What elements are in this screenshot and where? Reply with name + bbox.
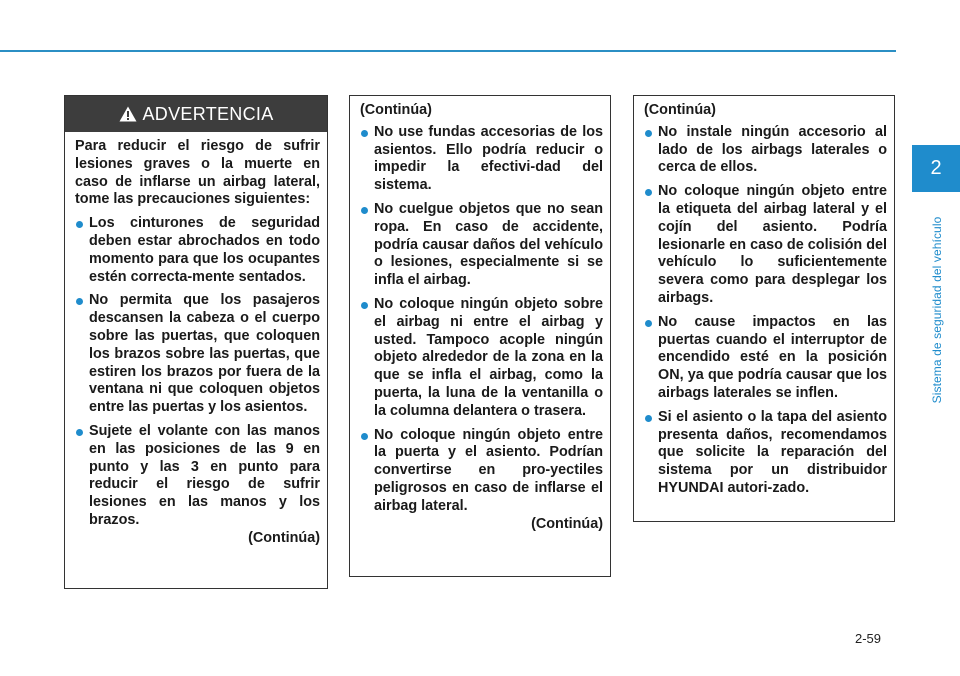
list-item [75,215,320,286]
top-rule [0,50,896,52]
warning-header [65,96,327,132]
bullet-icon [76,429,83,436]
bullet-icon [361,130,368,137]
warning-box [64,95,328,589]
continued-heading: (Continúa) [360,102,432,118]
list-item [360,427,603,516]
list-item-text: No coloque ningún objeto sobre el airbag ni entre el airbag y usted. Tampoco acople ningún objeto alrededor de la zona en la que se infla el airbag, como la puerta, la luna de la ventanilla o la columna delantera o trasera. [374,295,603,419]
list-item [75,292,320,417]
continues-label: (Continúa) [531,515,603,532]
list-item-text: Si el asiento o la tapa del asiento presenta daños, recomendamos que solicite la reparación del sistema por un distribuidor HYUNDAI autori-zado. [658,408,887,496]
list-item-text: No coloque ningún objeto entre la etiqueta del airbag lateral y el cojín del asiento. Podría lesionarle en caso de colisión del vehículo lo suficientemente severa como para desplegar los airbags. [658,183,887,306]
bullet-icon [645,415,652,422]
bullet-icon [645,189,652,196]
list-item-text: Sujete el volante con las manos en las posiciones de las 9 en punto y las 3 en punto para reducir el riesgo de sufrir lesiones en las manos y los brazos. [89,422,320,528]
list-item-text: No instale ningún accesorio al lado de los airbags laterales o cerca de ellos. [658,123,887,176]
list-item [360,124,603,195]
continued-heading: (Continúa) [644,102,716,118]
warning-title: ADVERTENCIA [142,103,274,124]
list-item-text: No cuelgue objetos que no sean ropa. En caso de accidente, podría causar daños del vehículo o lesiones, especialmente si se infla el airbag. [374,200,603,289]
chapter-tab: 2 [912,145,960,192]
list-item [644,183,887,308]
bullet-icon [76,221,83,228]
warning-triangle-icon [119,106,137,122]
list-item [644,124,887,177]
list-item-text: No coloque ningún objeto entre la puerta y el asiento. Podrían convertirse en pro-yectiles peligrosos en caso de inflarse el airbag lateral. [374,426,603,514]
list-item-text: No permita que los pasajeros descansen la cabeza o el cuerpo sobre las puertas, que coloquen los brazos sobre las puertas, que estiren los brazos por fuera de la ventana ni que coloquen objetos entre las puertas y los asientos. [89,292,320,416]
warning-list [75,215,320,530]
continues-label: (Continúa) [248,529,320,546]
bullet-icon [645,320,652,327]
bullet-icon [361,207,368,214]
page-number: 2-59 [855,631,882,646]
list-item-text: No use fundas accesorias de los asientos. Ello podría reducir o impedir la efectivi-dad del sistema. [374,123,603,194]
right-list [644,124,887,498]
list-item [644,409,887,498]
bullet-icon [645,130,652,137]
list-item-text: No cause impactos en las puertas cuando el interruptor de encendido esté en la posición ON, ya que podría causar que los airbags laterales se inflen. [658,313,887,401]
list-item [75,423,320,530]
list-item-text: Los cinturones de seguridad deben estar abrochados en todo momento para que los ocupantes estén correcta-mente sentados. [89,215,320,285]
bullet-icon [76,298,83,305]
chapter-side-title: Sistema de seguridad del vehículo [930,216,944,404]
list-item [644,314,887,403]
bullet-icon [361,302,368,309]
warning-intro: Para reducir el riesgo de sufrir lesiones graves o la muerte en caso de inflarse un airbag lateral, tome las precauciones siguientes: [75,138,320,208]
continuation-box-middle [349,95,611,577]
list-item [360,296,603,421]
bullet-icon [361,433,368,440]
list-item [360,201,603,290]
middle-list [360,124,603,516]
continuation-box-right [633,95,895,522]
